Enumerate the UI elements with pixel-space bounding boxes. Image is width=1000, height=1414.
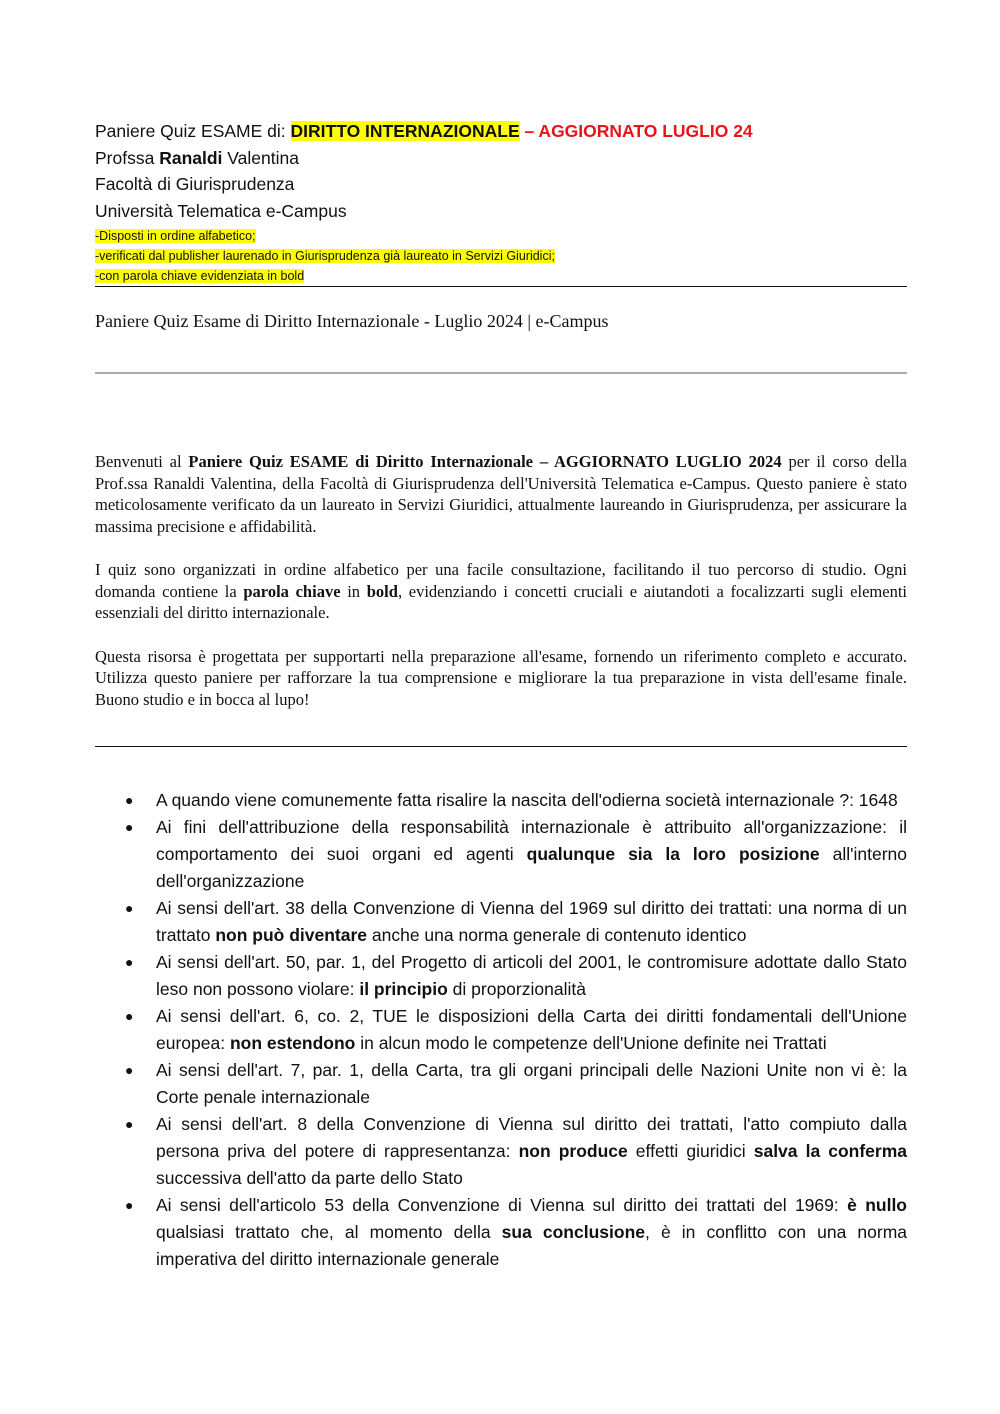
quiz-keyword: non può diventare — [215, 925, 368, 945]
intro-text — [95, 451, 907, 710]
update-label: – AGGIORNATO LUGLIO 24 — [519, 121, 753, 141]
intro-paragraph: I quiz sono organizzati in ordine alfabetico per una facile consultazione, facilitando il tuo percorso di studio. Ogni domanda contiene la parola chiave in bold, evidenziando i concetti cruciali e aiutandoti a focalizzarti sugli elementi essenziali del diritto internazionale. — [95, 560, 907, 622]
quiz-keyword: è nullo — [847, 1195, 907, 1215]
bullet-icon: ● — [125, 1116, 134, 1132]
quiz-text: qualsiasi trattato che, al momento della — [156, 1222, 502, 1242]
quiz-keyword: il principio — [359, 979, 448, 999]
quiz-keyword: qualunque sia la loro posizione — [526, 844, 820, 864]
header-title: Paniere Quiz ESAME di: DIRITTO INTERNAZIONALE – AGGIORNATO LUGLIO 24 — [95, 121, 753, 141]
quiz-item — [95, 949, 907, 1003]
note-line: -con parola chiave evidenziata in bold — [95, 269, 305, 283]
quiz-text: Ai sensi dell'art. 6, co. 2, TUE le disposizioni della Carta dei diritti fondamentali dell'Unione europea: — [156, 1006, 907, 1053]
quiz-keyword: salva la conferma — [753, 1141, 908, 1161]
quiz-text: Ai sensi dell'art. 7, par. 1, della Carta, tra gli organi principali delle Nazioni Unite non vi è: la Corte penale internazionale — [156, 1060, 907, 1107]
quiz-item — [95, 1192, 907, 1273]
quiz-text: effetti giuridici — [627, 1141, 754, 1161]
quiz-text: di proporzionalità — [447, 979, 586, 999]
professor-line: Profssa Ranaldi Valentina — [95, 147, 299, 168]
document-subtitle: Paniere Quiz Esame di Diritto Internazionale - Luglio 2024 | e-Campus — [95, 311, 609, 331]
quiz-text: A quando viene comunemente fatta risalire la nascita dell'odierna società internazionale ?: 1648 — [156, 790, 898, 810]
bullet-icon: ● — [125, 1008, 134, 1024]
quiz-text: Ai sensi dell'art. 50, par. 1, del Progetto di articoli del 2001, le contromisure adottate dallo Stato leso non possono violare: — [156, 952, 907, 999]
bullet-icon: ● — [125, 954, 134, 970]
university-line: Università Telematica e-Campus — [95, 200, 347, 221]
quiz-keyword: sua conclusione — [501, 1222, 645, 1242]
quiz-text: anche una norma generale di contenuto identico — [367, 925, 747, 945]
quiz-item — [95, 895, 907, 949]
quiz-text: Ai sensi dell'art. 38 della Convenzione di Vienna del 1969 sul diritto dei trattati: una norma di un trattato — [156, 898, 907, 945]
quiz-keyword: non estendono — [229, 1033, 356, 1053]
quiz-item — [95, 1111, 907, 1192]
quiz-text: , è in conflitto con una norma imperativa del diritto internazionale generale — [156, 1222, 907, 1269]
faculty-line: Facoltà di Giurisprudenza — [95, 174, 295, 194]
quiz-item — [95, 1057, 907, 1111]
note-line: -verificati dal publisher laurenado in Giurisprudenza già laureato in Servizi Giuridici; — [95, 249, 555, 263]
quiz-item — [95, 787, 907, 814]
bullet-icon: ● — [125, 792, 134, 808]
intro-divider — [95, 746, 907, 747]
course-name-highlight: DIRITTO INTERNAZIONALE — [290, 121, 520, 141]
quiz-text: Ai fini dell'attribuzione della responsabilità internazionale è attribuito all'organizzazione: il comportamento dei suoi organi ed agenti — [156, 817, 907, 864]
quiz-list — [95, 787, 907, 1273]
quiz-item — [95, 814, 907, 895]
bullet-icon: ● — [125, 900, 134, 916]
intro-paragraph: Benvenuti al Paniere Quiz ESAME di Diritto Internazionale – AGGIORNATO LUGLIO 2024 per il corso della Prof.ssa Ranaldi Valentina, della Facoltà di Giurisprudenza dell'Università Telematica e-Campus. Questo paniere è stato meticolosamente verificato da un laureato in Servizi Giuridici, attualmente laureando in Giurisprudenza, per assicurare la massima precisione e affidabilità. — [95, 452, 907, 536]
document-page — [95, 118, 907, 1273]
quiz-keyword: non produce — [518, 1141, 628, 1161]
quiz-text: successiva dell'atto da parte dello Stato — [156, 1168, 463, 1188]
intro-paragraph: Questa risorsa è progettata per supportarti nella preparazione all'esame, fornendo un riferimento completo e accurato. Utilizza questo paniere per rafforzare la tua comprensione e migliorare la tua preparazione in vista dell'esame finale. Buono studio e in bocca al lupo! — [95, 646, 907, 709]
header-notes — [95, 226, 907, 286]
quiz-text: Ai sensi dell'art. 8 della Convenzione di Vienna sul diritto dei trattati, l'atto compiuto dalla persona priva del potere di rappresentanza: — [156, 1114, 907, 1161]
quiz-item — [95, 1003, 907, 1057]
note-line: -Disposti in ordine alfabetico; — [95, 229, 256, 243]
bullet-icon: ● — [125, 819, 134, 835]
header-divider — [95, 286, 907, 287]
quiz-text: Ai sensi dell'articolo 53 della Convenzione di Vienna sul diritto dei trattati del 1969: — [156, 1195, 848, 1215]
bullet-icon: ● — [125, 1062, 134, 1078]
quiz-text: in alcun modo le competenze dell'Unione definite nei Trattati — [355, 1033, 827, 1053]
document-header — [95, 118, 907, 286]
bullet-icon: ● — [125, 1197, 134, 1213]
subtitle-divider — [95, 372, 907, 374]
quiz-text: all'interno dell'organizzazione — [156, 844, 907, 891]
